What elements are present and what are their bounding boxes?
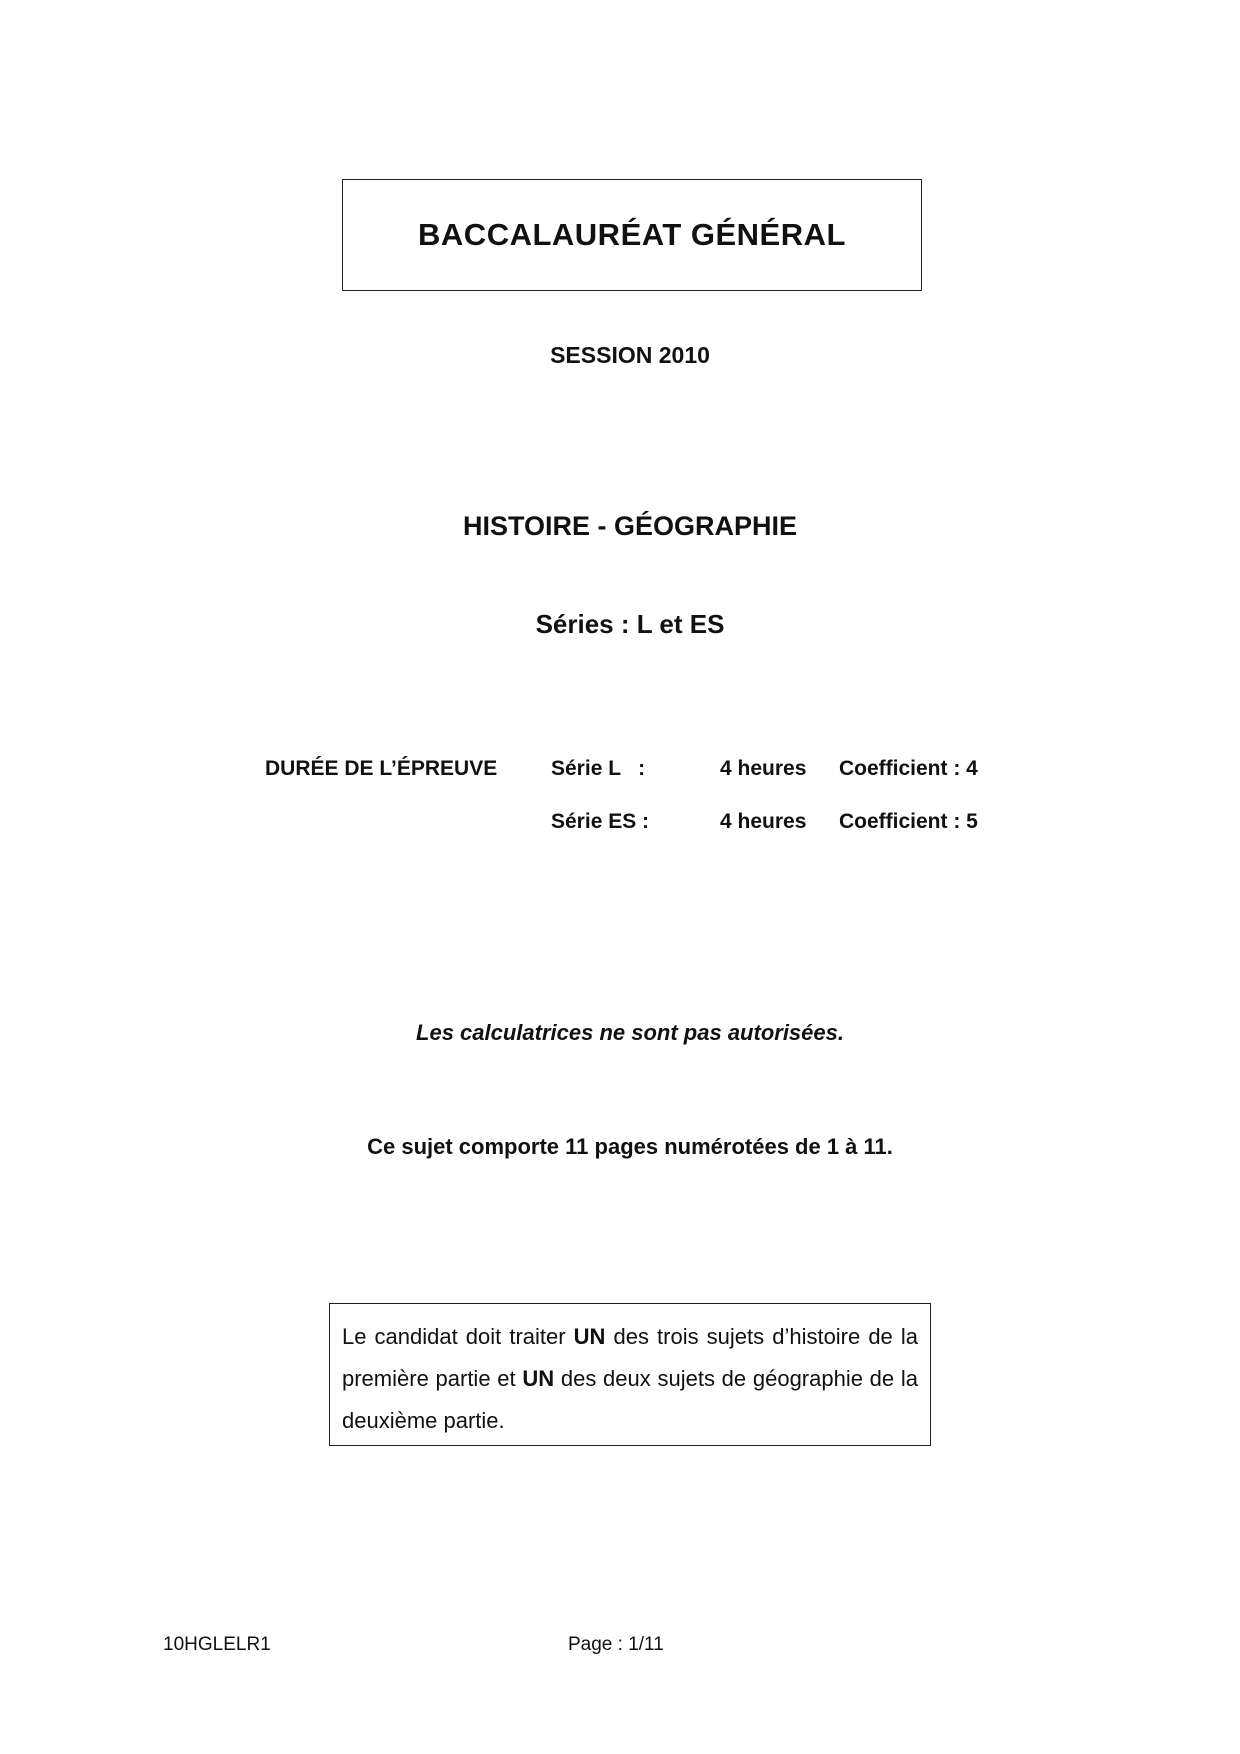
session-label: SESSION 2010 xyxy=(550,342,710,368)
exam-title-box xyxy=(342,179,922,291)
duration-coef-es: Coefficient : 5 xyxy=(839,810,978,833)
duration-hours-l: 4 heures xyxy=(720,757,807,780)
instruction-box xyxy=(329,1303,931,1446)
exam-title: BACCALAURÉAT GÉNÉRAL xyxy=(418,217,846,252)
duration-serie-l: Série L : xyxy=(551,757,646,780)
footer-code: 10HGLELR1 xyxy=(163,1634,271,1655)
subject-title: HISTOIRE - GÉOGRAPHIE xyxy=(462,511,798,541)
duration-label: DURÉE DE L’ÉPREUVE xyxy=(265,757,498,780)
instruction-text-3: des deux sujets de géographie de la deuxième partie. xyxy=(342,1366,918,1433)
instruction-strong-1: UN xyxy=(573,1324,606,1349)
instruction-text-1: Le candidat doit traiter xyxy=(342,1324,574,1349)
instruction-strong-2: UN xyxy=(522,1366,555,1391)
footer-page-number: Page : 1/11 xyxy=(568,1634,664,1655)
duration-coef-l: Coefficient : 4 xyxy=(839,757,978,780)
instruction-text-2: des trois sujets d’histoire de la première partie et xyxy=(342,1324,918,1391)
duration-hours-es: 4 heures xyxy=(720,810,807,833)
duration-serie-es: Série ES : xyxy=(551,810,650,833)
series-label: Séries : L et ES xyxy=(535,609,725,639)
page-count-notice: Ce sujet comporte 11 pages numérotées de 1 à 11. xyxy=(367,1134,893,1159)
calculator-notice: Les calculatrices ne sont pas autorisées. xyxy=(416,1020,844,1045)
